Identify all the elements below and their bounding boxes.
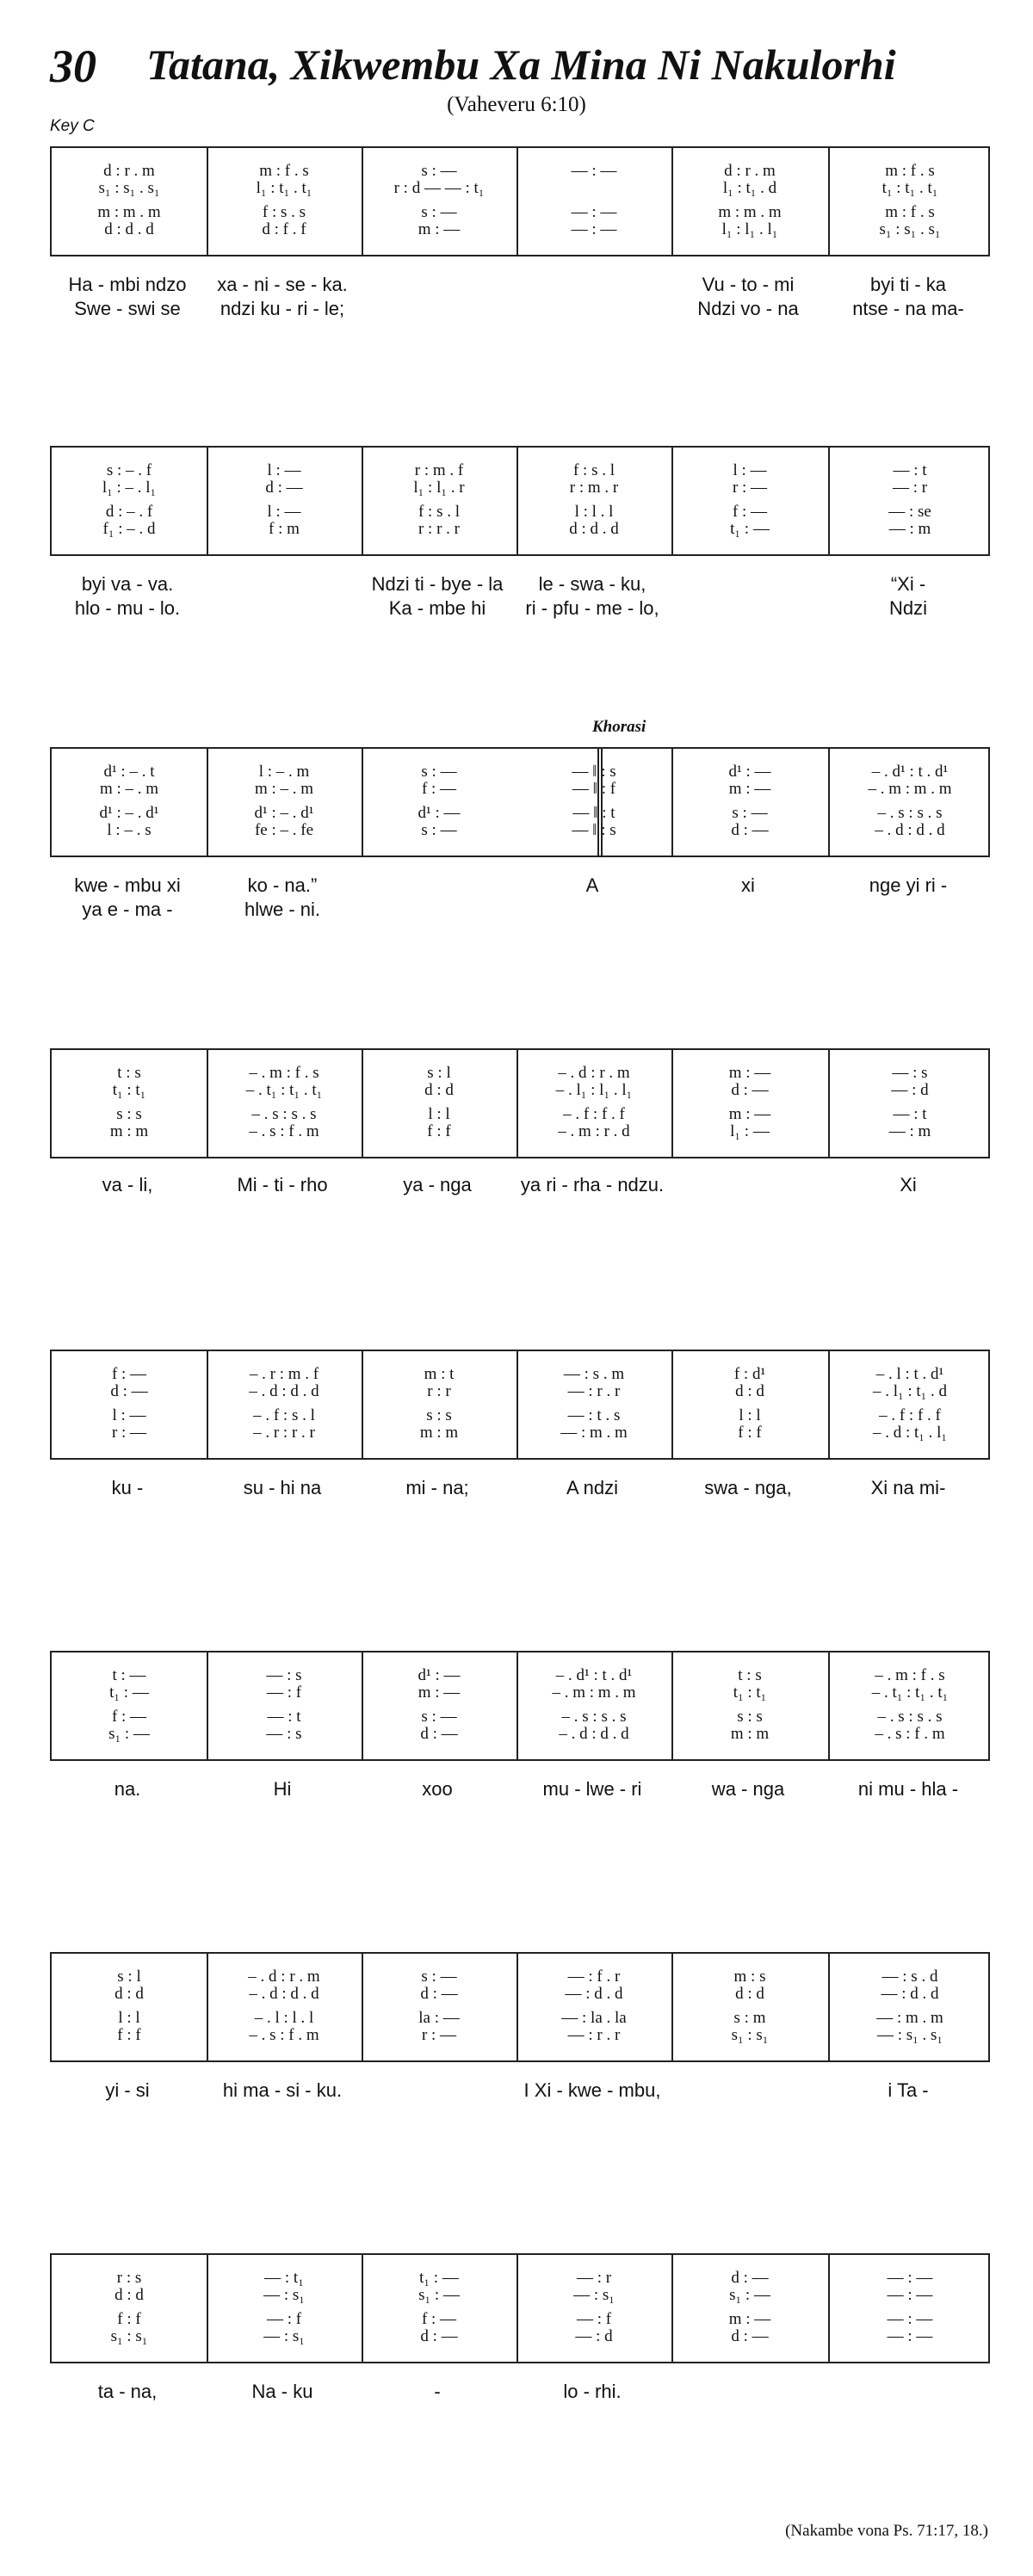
footer-reference: (Nakambe vona Ps. 71:17, 18.) xyxy=(785,2522,988,2540)
solfa-cell: — : r xyxy=(576,2269,612,2287)
solfa-cell: – . d : d . d xyxy=(875,821,945,839)
tonic-solfa-system xyxy=(50,1651,990,1761)
lyric-syllables: Xi na mi- xyxy=(870,1477,946,1498)
lyric-syllables: ntse - na ma- xyxy=(852,298,964,319)
solfa-cell: — : f xyxy=(576,2310,612,2328)
solfa-cell: — : d . d xyxy=(881,1985,939,2003)
solfa-cell: l : l xyxy=(118,2009,140,2027)
solfa-cell: r : — xyxy=(421,2026,457,2044)
solfa-cell: t₁ : — xyxy=(730,520,770,538)
solfa-cell: t : s xyxy=(117,1064,141,1082)
solfa-cell: m : — xyxy=(728,780,771,798)
solfa-cell: – . d : t₁ . l₁ xyxy=(872,1424,948,1442)
solfa-cell: – . f : f . f xyxy=(563,1105,625,1123)
solfa-cell: – . l₁ : t₁ . d xyxy=(872,1382,948,1400)
solfa-cell: — : s xyxy=(892,1064,928,1082)
solfa-cell: d : — xyxy=(420,1985,458,2003)
solfa-cell: l : — xyxy=(733,461,767,479)
solfa-cell: — : — xyxy=(571,220,617,238)
solfa-cell: t : — xyxy=(112,1666,146,1684)
solfa-cell: — : t xyxy=(893,1105,927,1123)
solfa-cell: d : d xyxy=(424,1081,454,1099)
solfa-cell: f : f xyxy=(427,1122,451,1140)
solfa-cell: m : m xyxy=(730,1725,770,1743)
solfa-cell: — : f xyxy=(266,1683,302,1702)
solfa-cell: — : — xyxy=(887,2310,933,2328)
solfa-cell: l : l xyxy=(428,1105,450,1123)
lyric-syllables: na. xyxy=(114,1778,141,1800)
solfa-cell: s : — xyxy=(421,203,457,221)
lyric-syllables: le - swa - ku, xyxy=(538,573,646,595)
solfa-cell: – . t₁ : t₁ . t₁ xyxy=(245,1081,323,1099)
solfa-cell: – . d : d . d xyxy=(559,1725,629,1743)
solfa-cell: s : s xyxy=(426,1406,452,1424)
solfa-cell: t₁ : t₁ . t₁ xyxy=(881,179,938,197)
solfa-cell: s₁ : — xyxy=(418,2286,460,2304)
lyric-syllables: A ndzi xyxy=(566,1477,618,1498)
lyric-syllables: I Xi - kwe - mbu, xyxy=(523,2079,661,2101)
solfa-cell: – . s : f . m xyxy=(249,1122,319,1140)
solfa-cell: r : m . f xyxy=(414,461,464,479)
lyric-syllables: Ndzi vo - na xyxy=(697,298,799,319)
solfa-cell: — : t xyxy=(267,1708,301,1726)
solfa-cell: s : m xyxy=(733,2009,766,2027)
solfa-cell: – . l : l . l xyxy=(254,2009,314,2027)
tonic-solfa-system xyxy=(50,747,990,857)
solfa-cell: d¹ : – . d¹ xyxy=(99,804,159,822)
lyric-syllables: Vu - to - mi xyxy=(702,274,795,295)
solfa-cell: m : m . m xyxy=(718,203,782,221)
solfa-cell: m : t xyxy=(424,1365,455,1383)
key-signature: Key C xyxy=(50,117,95,135)
solfa-cell: l : l . l xyxy=(574,503,614,521)
solfa-cell: – . d¹ : t . d¹ xyxy=(555,1666,633,1684)
solfa-cell: – . f : f . f xyxy=(879,1406,941,1424)
solfa-cell: — : m . m xyxy=(876,2009,943,2027)
solfa-cell: d : — xyxy=(420,2327,458,2345)
solfa-cell: — : s₁ xyxy=(573,2286,615,2304)
solfa-cell: f : m xyxy=(269,520,300,538)
solfa-cell: s : s xyxy=(116,1105,142,1123)
solfa-cell: s₁ : s₁ . s₁ xyxy=(98,179,160,197)
solfa-cell: la : — xyxy=(418,2009,460,2027)
solfa-cell: l : — xyxy=(267,503,301,521)
solfa-cell: d¹ : — xyxy=(418,1666,461,1684)
solfa-cell: — ‖ : s xyxy=(572,763,616,781)
solfa-cell: — : — xyxy=(887,2269,933,2287)
solfa-cell: — : s . m xyxy=(563,1365,625,1383)
lyric-syllables: ya e - ma - xyxy=(82,899,173,920)
solfa-cell: f : f xyxy=(117,2310,141,2328)
scripture-reference: (Vaheveru 6:10) xyxy=(447,93,586,116)
lyric-syllables: lo - rhi. xyxy=(563,2381,622,2402)
solfa-cell: — : — xyxy=(571,203,617,221)
solfa-cell: l : – . m xyxy=(258,763,310,781)
solfa-cell: — : s₁ xyxy=(263,2327,305,2345)
hymn-number: 30 xyxy=(50,40,96,92)
solfa-cell: — : d . d xyxy=(565,1985,623,2003)
solfa-cell: m : — xyxy=(418,220,461,238)
solfa-cell: — ‖ : f xyxy=(572,780,616,798)
solfa-cell: f : s . s xyxy=(262,203,306,221)
solfa-cell: — : la . la xyxy=(561,2009,627,2027)
solfa-cell: – . l : t . d¹ xyxy=(875,1365,944,1383)
solfa-cell: – . r : r . r xyxy=(253,1424,315,1442)
lyric-syllables: “Xi - xyxy=(890,573,926,595)
solfa-cell: – . m : m . m xyxy=(868,780,952,798)
solfa-cell: m : — xyxy=(728,2310,771,2328)
solfa-cell: d : — xyxy=(731,2269,769,2287)
solfa-cell: — : s . d xyxy=(881,1968,938,1986)
solfa-cell: s : l xyxy=(427,1064,451,1082)
lyric-syllables: su - hi na xyxy=(243,1477,322,1498)
lyric-syllables: hi ma - si - ku. xyxy=(222,2079,343,2101)
solfa-cell: s : — xyxy=(732,804,768,822)
lyric-syllables: ri - pfu - me - lo, xyxy=(525,597,659,619)
solfa-cell: — : f . r xyxy=(567,1968,621,1986)
solfa-cell: – . f : s . l xyxy=(253,1406,315,1424)
lyric-syllables: hlo - mu - lo. xyxy=(74,597,181,619)
solfa-cell: – . d¹ : t . d¹ xyxy=(871,763,949,781)
tonic-solfa-system xyxy=(50,1350,990,1460)
solfa-cell: s₁ : s₁ . s₁ xyxy=(879,220,941,238)
solfa-cell: d¹ : — xyxy=(418,804,461,822)
solfa-cell: s₁ : s₁ xyxy=(731,2026,769,2044)
solfa-cell: s₁ : — xyxy=(729,2286,770,2304)
solfa-cell: – . d : r . m xyxy=(248,1968,320,1986)
solfa-cell: d : — xyxy=(731,2327,769,2345)
solfa-cell: — : r . r xyxy=(567,1382,621,1400)
solfa-cell: — : t₁ xyxy=(264,2269,304,2287)
solfa-cell: – . d : d . d xyxy=(249,1382,319,1400)
lyric-syllables: A xyxy=(585,874,599,896)
solfa-cell: s : l xyxy=(117,1968,141,1986)
solfa-cell: f : f xyxy=(117,2026,141,2044)
solfa-cell: — ‖ : t xyxy=(572,804,615,822)
solfa-cell: – . t₁ : t₁ . t₁ xyxy=(871,1683,949,1702)
solfa-cell: f : — xyxy=(421,2310,457,2328)
solfa-cell: d : — xyxy=(420,1725,458,1743)
solfa-cell: m : m . m xyxy=(97,203,161,221)
solfa-cell: m : f . s xyxy=(259,162,309,180)
solfa-cell: m : – . m xyxy=(99,780,159,798)
tonic-solfa-system xyxy=(50,446,990,556)
solfa-cell: l : l xyxy=(739,1406,761,1424)
solfa-cell: d : d xyxy=(735,1985,764,2003)
solfa-cell: f : — xyxy=(111,1365,147,1383)
solfa-cell: — : s xyxy=(266,1666,302,1684)
solfa-cell: — : s₁ . s₁ xyxy=(876,2026,943,2044)
solfa-cell: d¹ : – . t xyxy=(103,763,155,781)
lyric-syllables: Ka - mbe hi xyxy=(388,597,486,619)
solfa-cell: — : — xyxy=(887,2327,933,2345)
solfa-cell: – . s : f . m xyxy=(875,1725,945,1743)
solfa-cell: — : s₁ xyxy=(263,2286,305,2304)
lyric-syllables: byi va - va. xyxy=(81,573,174,595)
lyric-syllables: ku - xyxy=(111,1477,144,1498)
solfa-cell: l : — xyxy=(112,1406,146,1424)
lyric-syllables: kwe - mbu xi xyxy=(74,874,181,896)
solfa-cell: f : f xyxy=(738,1424,762,1442)
solfa-cell: m : m xyxy=(419,1424,459,1442)
lyric-syllables: ya ri - rha - ndzu. xyxy=(520,1174,665,1195)
solfa-cell: – . d : r . m xyxy=(558,1064,630,1082)
solfa-cell: – . m : f . s xyxy=(875,1666,945,1684)
lyric-syllables: mu - lwe - ri xyxy=(542,1778,642,1800)
solfa-cell: d¹ : — xyxy=(728,763,771,781)
solfa-cell: m : f . s xyxy=(885,162,935,180)
solfa-cell: d : r . m xyxy=(724,162,776,180)
solfa-cell: — : d xyxy=(575,2327,613,2345)
solfa-cell: f₁ : – . d xyxy=(102,520,156,538)
solfa-cell: s₁ : s₁ xyxy=(110,2327,148,2345)
hymn-title: Tatana, Xikwembu Xa Mina Ni Nakulorhi xyxy=(146,40,896,89)
solfa-cell: m : — xyxy=(728,1105,771,1123)
tonic-solfa-system xyxy=(50,1952,990,2062)
solfa-cell: r : s xyxy=(116,2269,142,2287)
lyric-syllables: i Ta - xyxy=(888,2079,929,2101)
lyric-syllables: yi - si xyxy=(105,2079,150,2101)
lyric-syllables: Na - ku xyxy=(251,2381,313,2402)
lyric-syllables: ya - nga xyxy=(403,1174,472,1195)
solfa-cell: r : r . r xyxy=(418,520,460,538)
solfa-cell: — : t . s xyxy=(567,1406,621,1424)
solfa-cell: s : — xyxy=(421,162,457,180)
lyric-syllables: va - li, xyxy=(102,1174,153,1195)
solfa-cell: f : — xyxy=(421,780,457,798)
solfa-cell: d : – . f xyxy=(105,503,153,521)
solfa-cell: d : — xyxy=(110,1382,148,1400)
solfa-cell: l₁ : t₁ . d xyxy=(722,179,777,197)
solfa-cell: — : m xyxy=(888,520,931,538)
tonic-solfa-system xyxy=(50,2253,990,2363)
solfa-cell: f : d¹ xyxy=(733,1365,766,1383)
lyric-syllables: xoo xyxy=(422,1778,453,1800)
solfa-cell: d : — xyxy=(731,1081,769,1099)
solfa-cell: — : d xyxy=(891,1081,929,1099)
lyric-syllables: xa - ni - se - ka. xyxy=(217,274,348,295)
solfa-cell: l₁ : t₁ . t₁ xyxy=(256,179,312,197)
tonic-solfa-system xyxy=(50,146,990,256)
lyric-syllables: xi xyxy=(741,874,755,896)
solfa-cell: l₁ : l₁ . l₁ xyxy=(721,220,778,238)
solfa-cell: fe : – . fe xyxy=(254,821,314,839)
solfa-cell: t₁ : t₁ xyxy=(733,1683,767,1702)
solfa-cell: t : s xyxy=(738,1666,762,1684)
solfa-cell: — : t xyxy=(893,461,927,479)
solfa-cell: s : — xyxy=(421,821,457,839)
solfa-cell: — : f xyxy=(266,2310,302,2328)
solfa-cell: — : — xyxy=(887,2286,933,2304)
solfa-cell: d : d xyxy=(114,2286,144,2304)
lyric-syllables: - xyxy=(434,2381,441,2402)
lyric-syllables: byi ti - ka xyxy=(869,274,947,295)
solfa-cell: s : — xyxy=(421,763,457,781)
solfa-cell: — : se xyxy=(888,503,931,521)
lyric-syllables: swa - nga, xyxy=(704,1477,792,1498)
solfa-cell: — : r . r xyxy=(567,2026,621,2044)
solfa-cell: l : – . s xyxy=(107,821,152,839)
lyric-syllables: mi - na; xyxy=(405,1477,469,1498)
solfa-cell: d : d xyxy=(735,1382,764,1400)
solfa-cell: l : — xyxy=(267,461,301,479)
lyric-syllables: hlwe - ni. xyxy=(244,899,321,920)
solfa-cell: d : — xyxy=(731,821,769,839)
solfa-cell: — : s xyxy=(266,1725,302,1743)
solfa-cell: – . s : s . s xyxy=(561,1708,627,1726)
lyric-syllables: Ndzi xyxy=(888,597,928,619)
solfa-cell: l₁ : – . l₁ xyxy=(102,479,157,497)
lyric-syllables: ndzi ku - ri - le; xyxy=(220,298,345,319)
lyric-syllables: ko - na.” xyxy=(247,874,318,896)
solfa-cell: — ‖ : s xyxy=(572,821,616,839)
solfa-cell: s : — xyxy=(421,1968,457,1986)
solfa-cell: – . d : d . d xyxy=(249,1985,319,2003)
solfa-cell: f : — xyxy=(732,503,768,521)
solfa-cell: r : m . r xyxy=(569,479,619,497)
solfa-cell: m : s xyxy=(733,1968,766,1986)
solfa-cell: s₁ : — xyxy=(108,1725,150,1743)
solfa-cell: f : s . l xyxy=(418,503,461,521)
lyric-syllables: Ha - mbi ndzo xyxy=(68,274,187,295)
solfa-cell: d : — xyxy=(265,479,303,497)
solfa-cell: d : d . d xyxy=(569,520,619,538)
solfa-cell: – . s : s . s xyxy=(877,804,943,822)
solfa-cell: d : f . f xyxy=(262,220,306,238)
solfa-cell: d : d xyxy=(114,1985,144,2003)
solfa-cell: s : — xyxy=(421,1708,457,1726)
lyric-syllables: ni mu - hla - xyxy=(857,1778,959,1800)
solfa-cell: m : m xyxy=(109,1122,149,1140)
tonic-solfa-system xyxy=(50,1048,990,1158)
solfa-cell: – . m : f . s xyxy=(249,1064,319,1082)
solfa-cell: l₁ : l₁ . r xyxy=(413,479,465,497)
solfa-cell: d : r . m xyxy=(103,162,155,180)
solfa-cell: – . s : s . s xyxy=(877,1708,943,1726)
solfa-cell: r : d — — : t₁ xyxy=(393,179,485,197)
solfa-cell: — : — xyxy=(571,162,617,180)
solfa-cell: — : r xyxy=(892,479,928,497)
solfa-cell: d : d . d xyxy=(104,220,154,238)
solfa-cell: l₁ : — xyxy=(730,1122,770,1140)
solfa-cell: d¹ : – . d¹ xyxy=(254,804,314,822)
solfa-cell: f : s . l xyxy=(572,461,615,479)
solfa-cell: m : — xyxy=(418,1683,461,1702)
solfa-cell: t₁ : — xyxy=(419,2269,459,2287)
lyric-syllables: Ndzi ti - bye - la xyxy=(371,573,504,595)
solfa-cell: – . r : m . f xyxy=(249,1365,319,1383)
solfa-cell: t₁ : — xyxy=(109,1683,149,1702)
lyric-syllables: nge yi ri - xyxy=(869,874,948,896)
lyric-syllables: Hi xyxy=(273,1778,292,1800)
lyric-syllables: wa - nga xyxy=(711,1778,785,1800)
solfa-cell: f : — xyxy=(111,1708,147,1726)
solfa-cell: t₁ : t₁ xyxy=(112,1081,146,1099)
solfa-cell: s : – . f xyxy=(106,461,152,479)
solfa-cell: m : – . m xyxy=(254,780,314,798)
solfa-cell: s : s xyxy=(737,1708,763,1726)
solfa-cell: r : r xyxy=(427,1382,451,1400)
khorasi-label: Khorasi xyxy=(592,718,646,736)
solfa-cell: – . m : m . m xyxy=(552,1683,636,1702)
solfa-cell: r : — xyxy=(732,479,768,497)
solfa-cell: r : — xyxy=(111,1424,147,1442)
lyric-syllables: Swe - swi se xyxy=(74,298,181,319)
solfa-cell: — : m . m xyxy=(560,1424,628,1442)
lyric-syllables: ta - na, xyxy=(97,2381,158,2402)
solfa-cell: – . l₁ : l₁ . l₁ xyxy=(555,1081,633,1099)
lyric-syllables: Xi xyxy=(900,1174,917,1195)
solfa-cell: — : m xyxy=(888,1122,931,1140)
solfa-cell: m : f . s xyxy=(885,203,935,221)
solfa-cell: – . m : r . d xyxy=(558,1122,630,1140)
solfa-cell: m : — xyxy=(728,1064,771,1082)
solfa-cell: – . s : f . m xyxy=(249,2026,319,2044)
lyric-syllables: Mi - ti - rho xyxy=(237,1174,328,1195)
solfa-cell: – . s : s . s xyxy=(251,1105,317,1123)
